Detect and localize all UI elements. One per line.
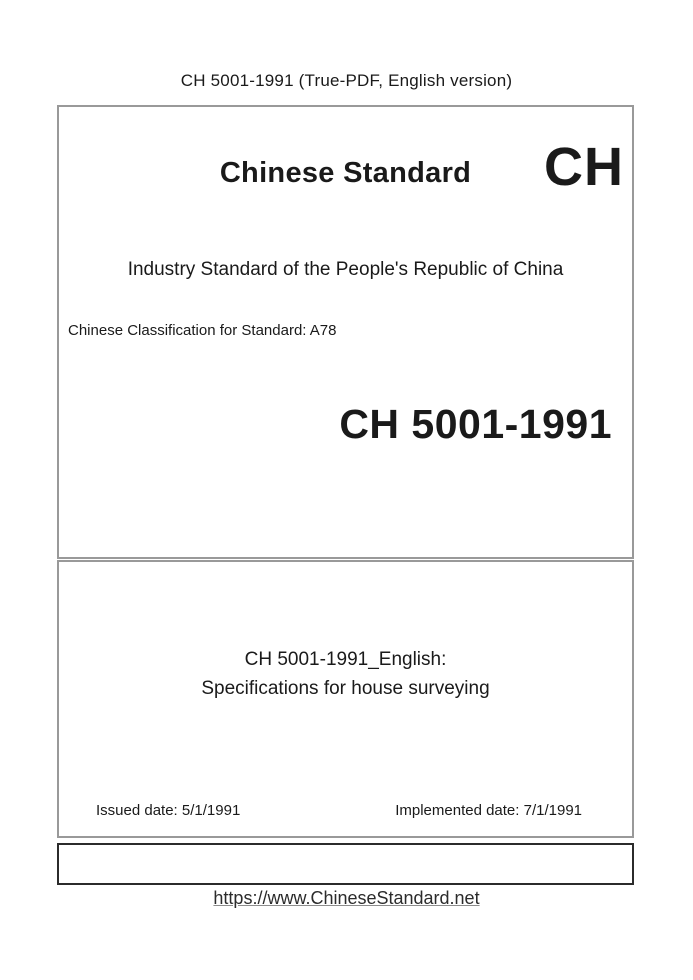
- barcode-placeholder-box: [57, 843, 634, 885]
- title-box: [57, 560, 634, 838]
- footer: [0, 888, 693, 909]
- classification-label: Chinese Classification for Standard: A78: [68, 322, 337, 339]
- footer-link[interactable]: https://www.ChineseStandard.net: [213, 888, 480, 908]
- dates-row: [96, 802, 582, 819]
- cover-box: [57, 105, 634, 559]
- document-title-line1: CH 5001-1991_English:: [244, 649, 447, 670]
- issued-date-label: Issued date: 5/1/1991: [96, 802, 241, 819]
- brand-logo: CH: [544, 137, 624, 197]
- cover-subtitle: Industry Standard of the People's Republic of China: [127, 259, 564, 280]
- document-title-line2: Specifications for house surveying: [201, 678, 490, 699]
- brand-title: Chinese Standard: [219, 157, 472, 189]
- document-title: [59, 645, 632, 703]
- implemented-date-label: Implemented date: 7/1/1991: [395, 802, 582, 819]
- page-header-text: CH 5001-1991 (True-PDF, English version): [180, 71, 513, 90]
- standard-code: CH 5001-1991: [339, 401, 612, 447]
